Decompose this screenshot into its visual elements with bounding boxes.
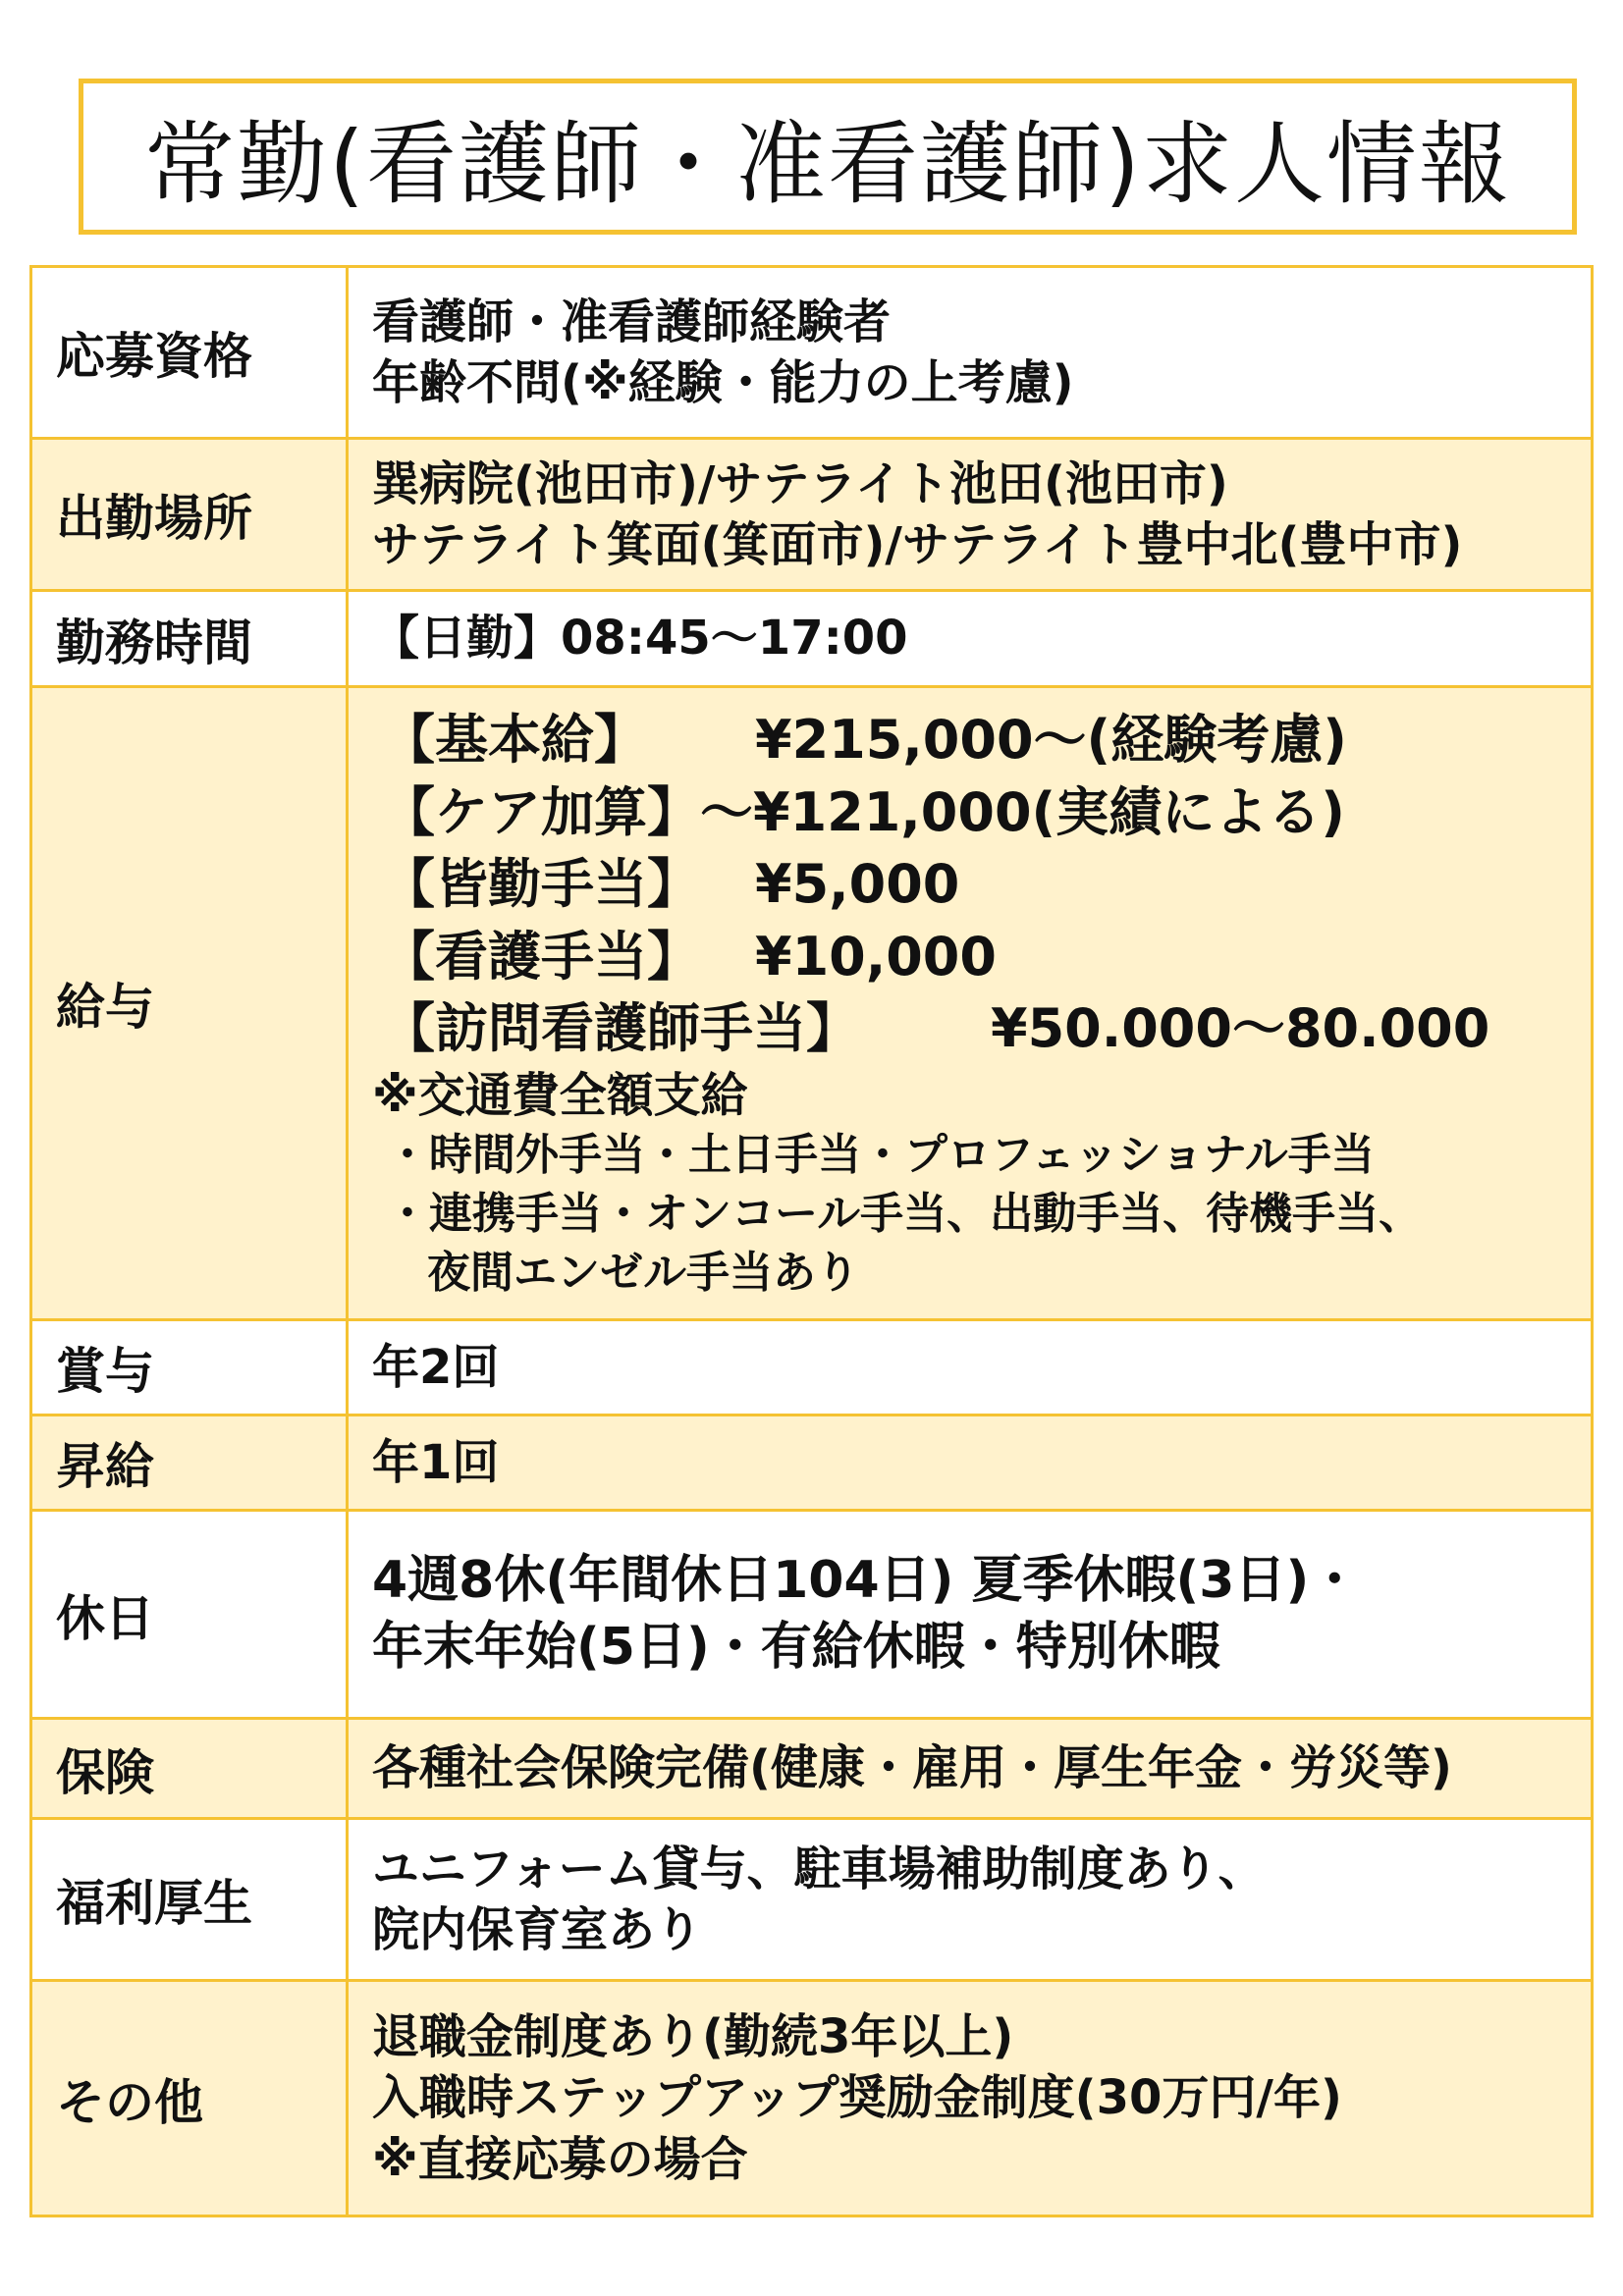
label-hours: 勤務時間 — [31, 591, 348, 687]
value-welfare — [348, 1819, 1593, 1981]
row-insurance — [31, 1719, 1593, 1819]
label-bonus: 賞与 — [31, 1320, 348, 1415]
row-location — [31, 439, 1593, 591]
qualification-line: 看護師・准看護師経験者 — [372, 294, 892, 349]
salary-item — [372, 848, 1581, 920]
other-line: 入職時ステップアップ奨励金制度(30万円/年) — [372, 2070, 1342, 2126]
salary-item — [372, 992, 1581, 1064]
value-hours — [348, 591, 1593, 687]
bonus-line: 年2回 — [372, 1339, 500, 1395]
row-salary — [31, 687, 1593, 1320]
location-line: 巽病院(池田市)/サテライト池田(池田市) — [372, 455, 1228, 511]
row-bonus — [31, 1320, 1593, 1415]
salary-value: 〜¥121,000(実績による) — [700, 780, 1345, 843]
value-other — [348, 1981, 1593, 2216]
salary-item — [372, 704, 1581, 775]
row-qualification — [31, 267, 1593, 439]
row-holidays — [31, 1511, 1593, 1719]
insurance-line: 各種社会保険完備(健康・雇用・厚生年金・労災等) — [372, 1740, 1452, 1796]
other-line: 退職金制度あり(勤続3年以上) — [372, 2008, 1014, 2064]
salary-value: ¥5,000 — [755, 853, 960, 916]
row-other — [31, 1981, 1593, 2216]
salary-value: ¥50.000〜80.000 — [991, 997, 1490, 1060]
value-holidays — [348, 1511, 1593, 1719]
salary-allowance-line: ・時間外手当・土日手当・プロフェッショナル手当 — [386, 1130, 1375, 1181]
title-box — [79, 79, 1577, 235]
label-other: その他 — [31, 1981, 348, 2216]
salary-key: 【訪問看護師手当】 — [382, 997, 859, 1060]
salary-key: 【皆勤手当】 — [382, 853, 700, 916]
salary-item — [372, 921, 1581, 992]
salary-allowance-line: 夜間エンゼル手当あり — [427, 1247, 859, 1298]
value-salary — [348, 687, 1593, 1320]
value-raise — [348, 1415, 1593, 1511]
label-holidays: 休日 — [31, 1511, 348, 1719]
salary-key: 【ケア加算】 — [382, 780, 700, 843]
location-line: サテライト箕面(箕面市)/サテライト豊中北(豊中市) — [372, 517, 1463, 572]
value-location — [348, 439, 1593, 591]
label-raise: 昇給 — [31, 1415, 348, 1511]
salary-note: ※交通費全額支給 — [372, 1067, 748, 1123]
other-line: ※直接応募の場合 — [372, 2131, 748, 2187]
salary-item — [372, 776, 1581, 848]
row-raise — [31, 1415, 1593, 1511]
salary-allowance-line: ・連携手当・オンコール手当、出動手当、待機手当、 — [386, 1188, 1423, 1239]
salary-key: 【看護手当】 — [382, 925, 700, 988]
job-info-table — [29, 265, 1594, 2217]
holidays-line: 4週8休(年間休日104日) 夏季休暇(3日)・ — [372, 1550, 1361, 1610]
page-title: 常勤(看護師・准看護師)求人情報 — [144, 111, 1511, 217]
label-welfare: 福利厚生 — [31, 1819, 348, 1981]
value-insurance — [348, 1719, 1593, 1819]
row-welfare — [31, 1819, 1593, 1981]
hours-line: 【日勤】08:45〜17:00 — [372, 611, 908, 667]
label-location: 出勤場所 — [31, 439, 348, 591]
label-insurance: 保険 — [31, 1719, 348, 1819]
value-bonus — [348, 1320, 1593, 1415]
welfare-line: 院内保育室あり — [372, 1902, 703, 1957]
salary-key: 【基本給】 — [382, 709, 647, 772]
row-hours — [31, 591, 1593, 687]
raise-line: 年1回 — [372, 1434, 500, 1490]
welfare-line: ユニフォーム貸与、駐車場補助制度あり、 — [372, 1841, 1266, 1896]
qualification-line: 年齢不問(※経験・能力の上考慮) — [372, 355, 1074, 410]
value-qualification — [348, 267, 1593, 439]
salary-value: ¥10,000 — [755, 925, 997, 988]
label-salary: 給与 — [31, 687, 348, 1320]
label-qualification: 応募資格 — [31, 267, 348, 439]
holidays-line: 年末年始(5日)・有給休暇・特別休暇 — [372, 1617, 1220, 1677]
salary-value: ¥215,000〜(経験考慮) — [755, 709, 1347, 772]
